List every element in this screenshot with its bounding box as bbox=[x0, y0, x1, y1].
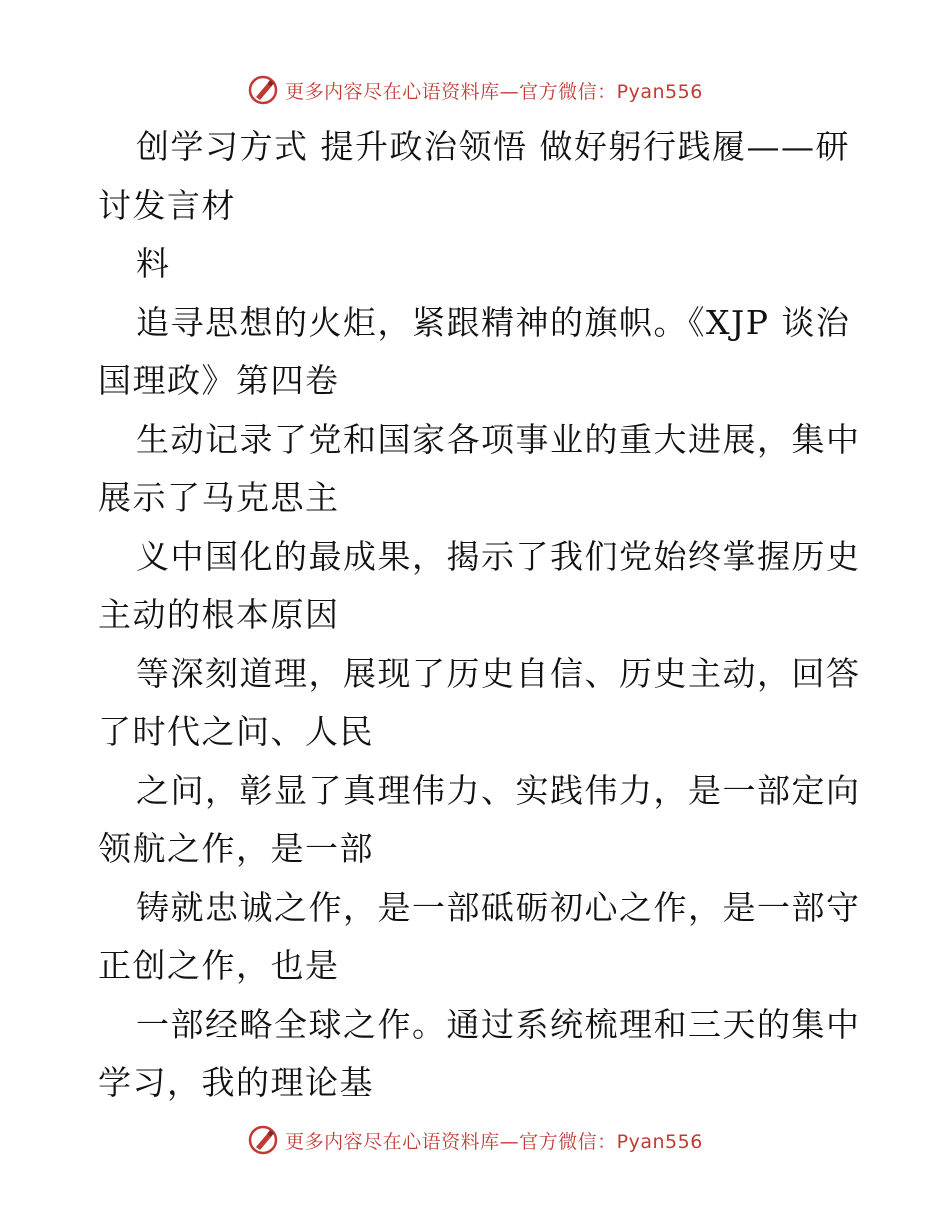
document-body bbox=[98, 118, 861, 1113]
text-line: 创学习方式 提升政治领悟 做好躬行践履——研 bbox=[136, 127, 850, 166]
text-line: 等深刻道理，展现了历史自信、历史主动，回答 bbox=[136, 653, 861, 693]
text-line: 讨发言材 bbox=[98, 185, 236, 225]
text-line: 学习，我的理论基 bbox=[98, 1063, 374, 1102]
text-line: 料 bbox=[136, 244, 171, 283]
text-line: 生动记录了党和国家各项事业的重大进展，集中 bbox=[136, 419, 861, 459]
text-line: 铸就忠诚之作，是一部砥砺初心之作，是一部守 bbox=[136, 887, 861, 927]
pen-logo-icon bbox=[247, 1124, 279, 1156]
pen-logo-icon bbox=[247, 74, 279, 106]
text-line: 了时代之问、人民 bbox=[98, 712, 374, 751]
footer-watermark bbox=[0, 1120, 950, 1160]
watermark-text: 更多内容尽在心语资料库—官方微信：Pyan556 bbox=[285, 1130, 703, 1153]
text-line: 国理政》第四卷 bbox=[98, 361, 340, 400]
watermark-text: 更多内容尽在心语资料库—官方微信：Pyan556 bbox=[285, 80, 703, 103]
text-line: 一部经略全球之作。通过系统梳理和三天的集中 bbox=[136, 1004, 861, 1044]
text-line: 主动的根本原因 bbox=[98, 595, 340, 634]
text-line: 展示了马克思主 bbox=[98, 478, 340, 517]
text-line: 正创之作，也是 bbox=[98, 946, 340, 985]
text-line: 之问，彰显了真理伟力、实践伟力，是一部定向 bbox=[136, 770, 861, 810]
text-line: 追寻思想的火炬，紧跟精神的旗帜。《XJP 谈治 bbox=[136, 302, 851, 342]
text-line: 领航之作，是一部 bbox=[98, 829, 374, 868]
header-watermark bbox=[0, 70, 950, 110]
text-line: 义中国化的最成果，揭示了我们党始终掌握历史 bbox=[136, 536, 861, 576]
